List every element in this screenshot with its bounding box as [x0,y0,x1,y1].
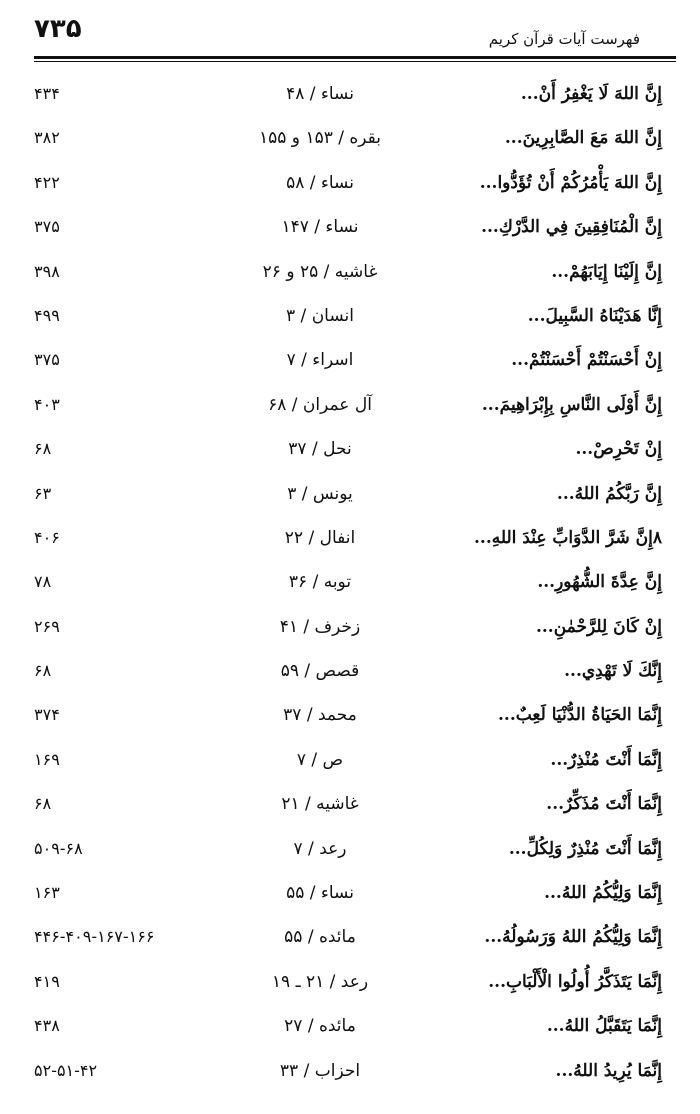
page-references-cell [34,262,224,281]
page-references-cell [34,661,224,680]
surah-reference: توبه / ۳۶ [288,572,352,593]
index-row [0,387,700,431]
verse-text: إِنَّمَا أَنْتَ مُنْذِرٌ... [550,749,662,770]
index-row [0,786,700,830]
surah-reference: بقره / ۱۵۳ و ۱۵۵ [259,128,381,149]
verse-text: إِنْ تَحْرِصْ... [575,439,662,460]
surah-reference: نحل / ۳۷ [288,439,352,460]
page-references: ۳۸۲ [34,128,60,148]
surah-reference: غاشیه / ۲۱ [281,794,359,815]
page-references: ۲۶۹ [34,616,60,636]
surah-reference: یونس / ۳ [287,483,353,504]
verse-text: إِنَّمَا أَنْتَ مُنْذِرٌ وَلِكُلِّ... [508,838,662,859]
index-row [0,1008,700,1052]
page-references: ۱۶۳ [34,883,60,903]
index-row [0,476,700,520]
page-references-cell [34,972,224,991]
page-references-cell [34,128,224,147]
page-references-cell [34,617,224,636]
page-references: ۴۰۶ [34,527,60,547]
surah-reference: مائده / ۵۵ [284,927,356,948]
index-row [0,209,700,253]
page-references-cell [34,794,224,813]
page-title: فهرست آیات قرآن کریم [488,30,640,48]
surah-reference: نساء / ۵۸ [286,172,354,193]
page-references: ۶۸ [34,439,52,459]
verse-text: إِنَّمَا وَلِيُّكُمُ اللهُ... [544,883,662,904]
verse-text: إِنَّ رَبَّكُمُ اللهُ... [556,483,662,504]
page-references: ۴۳۸ [34,1016,60,1036]
surah-reference: نساء / ۴۸ [286,84,354,104]
verse-text: إِنَّ اللهَ يَأْمُرُكُمْ أَنْ تُؤَدُّوا... [479,172,662,193]
page-references: ۴۲۲ [34,172,60,192]
page-references-cell [34,173,224,192]
page-references: ۶۸ [34,794,52,814]
page-references-cell [34,1016,224,1035]
page-references: ۳۷۴ [34,705,60,725]
verse-text: إِنَّكَ لَا تَهْدِي... [564,661,662,682]
verse-index-list [0,76,700,1097]
index-row [0,120,700,164]
page-references: ۷۸ [34,572,52,592]
index-row [0,342,700,386]
page-references-cell [34,705,224,724]
surah-reference: ص / ۷ [296,749,344,770]
verse-text: إِنْ كَانَ لِلرَّحْمٰنِ... [535,616,662,637]
page-references-cell [34,217,224,236]
surah-reference: مائده / ۲۷ [284,1016,356,1037]
page-references: ۶۳ [34,483,52,503]
page-references: ۳۷۵ [34,217,60,237]
index-row [0,964,700,1008]
page-references: ۵۰۹-۶۸ [34,838,83,858]
index-row [0,431,700,475]
index-row [0,254,700,298]
index-row [0,875,700,919]
verse-text: إِنَّمَا أَنْتَ مُذَكِّرٌ... [546,794,662,815]
page-references-cell [34,395,224,414]
page-references: ۴۴۶-۴۰۹-۱۶۷-۱۶۶ [34,927,155,947]
page-references-cell [34,306,224,325]
page-references: ۶۸ [34,661,52,681]
verse-text: إِنَّمَا وَلِيُّكُمُ اللهُ وَرَسُولُهُ... [484,927,662,948]
page-references-cell [34,484,224,503]
header-rule-thick [34,56,676,59]
index-row [0,697,700,741]
verse-text: إِنَّ اللهَ لَا يَغْفِرُ أَنْ... [520,84,662,104]
surah-reference: انسان / ۳ [286,305,354,326]
page-references-cell [34,572,224,591]
surah-reference: نساء / ۱۴۷ [281,217,359,238]
index-row [0,298,700,342]
page-references: ۴۳۴ [34,84,60,103]
verse-text: إِنَّمَا يَتَقَبَّلُ اللهُ... [546,1016,662,1037]
page-references-cell [34,350,224,369]
index-row [0,564,700,608]
surah-reference: اسراء / ۷ [286,350,354,371]
verse-text: إِنَّ الْمُنَافِقِينَ فِي الدَّرْكِ... [481,217,662,238]
verse-text: إِنَّا هَدَيْنَاهُ السَّبِيلَ... [527,305,662,326]
verse-text: إِنْ أَحْسَنْتُمْ أَحْسَنْتُمْ... [511,350,662,371]
page-references: ۱۶۹ [34,749,60,769]
page-references-cell [34,750,224,769]
index-row [0,609,700,653]
index-row [0,520,700,564]
page-references-cell [34,528,224,547]
verse-text: إِنَّ إِلَيْنَا إِيَابَهُمْ... [551,261,662,282]
index-row [0,165,700,209]
page-references-cell [34,84,224,103]
verse-text: إِنَّمَا يَتَذَكَّرُ أُولُوا الْأَلْبَابِ... [488,971,662,992]
verse-text: ۸إِنَّ شَرَّ الدَّوَابِّ عِنْدَ اللهِ... [473,527,662,548]
page-references: ۵۲-۵۱-۴۲ [34,1060,98,1080]
index-row [0,76,700,120]
surah-reference: رعد / ۲۱ ـ ۱۹ [271,971,369,992]
surah-reference: قصص / ۵۹ [280,661,360,682]
page-references-cell [34,1061,224,1080]
verse-text: إِنَّ اللهَ مَعَ الصَّابِرِينَ... [504,128,662,149]
index-row [0,919,700,963]
page-references-cell [34,927,224,946]
index-row [0,653,700,697]
page-references: ۴۱۹ [34,971,60,991]
surah-reference: احزاب / ۳۳ [279,1060,361,1081]
surah-reference: محمد / ۳۷ [283,705,357,726]
surah-reference: نساء / ۵۵ [286,883,354,904]
verse-text: إِنَّمَا الحَيَاةُ الدُّنْيَا لَعِبٌ... [497,705,662,726]
page-references-cell [34,439,224,458]
page-number: ۷۳۵ [34,14,82,44]
verse-text: إِنَّمَا يُرِيدُ اللهُ... [555,1060,662,1081]
index-row [0,742,700,786]
surah-reference: انفال / ۲۲ [284,527,356,548]
page-references: ۳۷۵ [34,350,60,370]
surah-reference: زخرف / ۴۱ [279,616,361,637]
page-references: ۳۹۸ [34,261,60,281]
verse-text: إِنَّ أَوْلَى النَّاسِ بِإِبْرَاهِيمَ... [481,394,662,415]
page-references-cell [34,883,224,902]
surah-reference: آل عمران / ۶۸ [268,394,372,415]
surah-reference: رعد / ۷ [293,838,347,859]
page-header [0,0,700,56]
header-rule-thin [34,61,676,62]
page-references: ۴۰۳ [34,394,60,414]
page-references: ۴۹۹ [34,305,60,325]
index-row [0,1053,700,1097]
verse-text: إِنَّ عِدَّةَ الشُّهُورِ... [537,572,662,593]
index-row [0,831,700,875]
page-references-cell [34,839,224,858]
surah-reference: غاشیه / ۲۵ و ۲۶ [262,261,378,282]
